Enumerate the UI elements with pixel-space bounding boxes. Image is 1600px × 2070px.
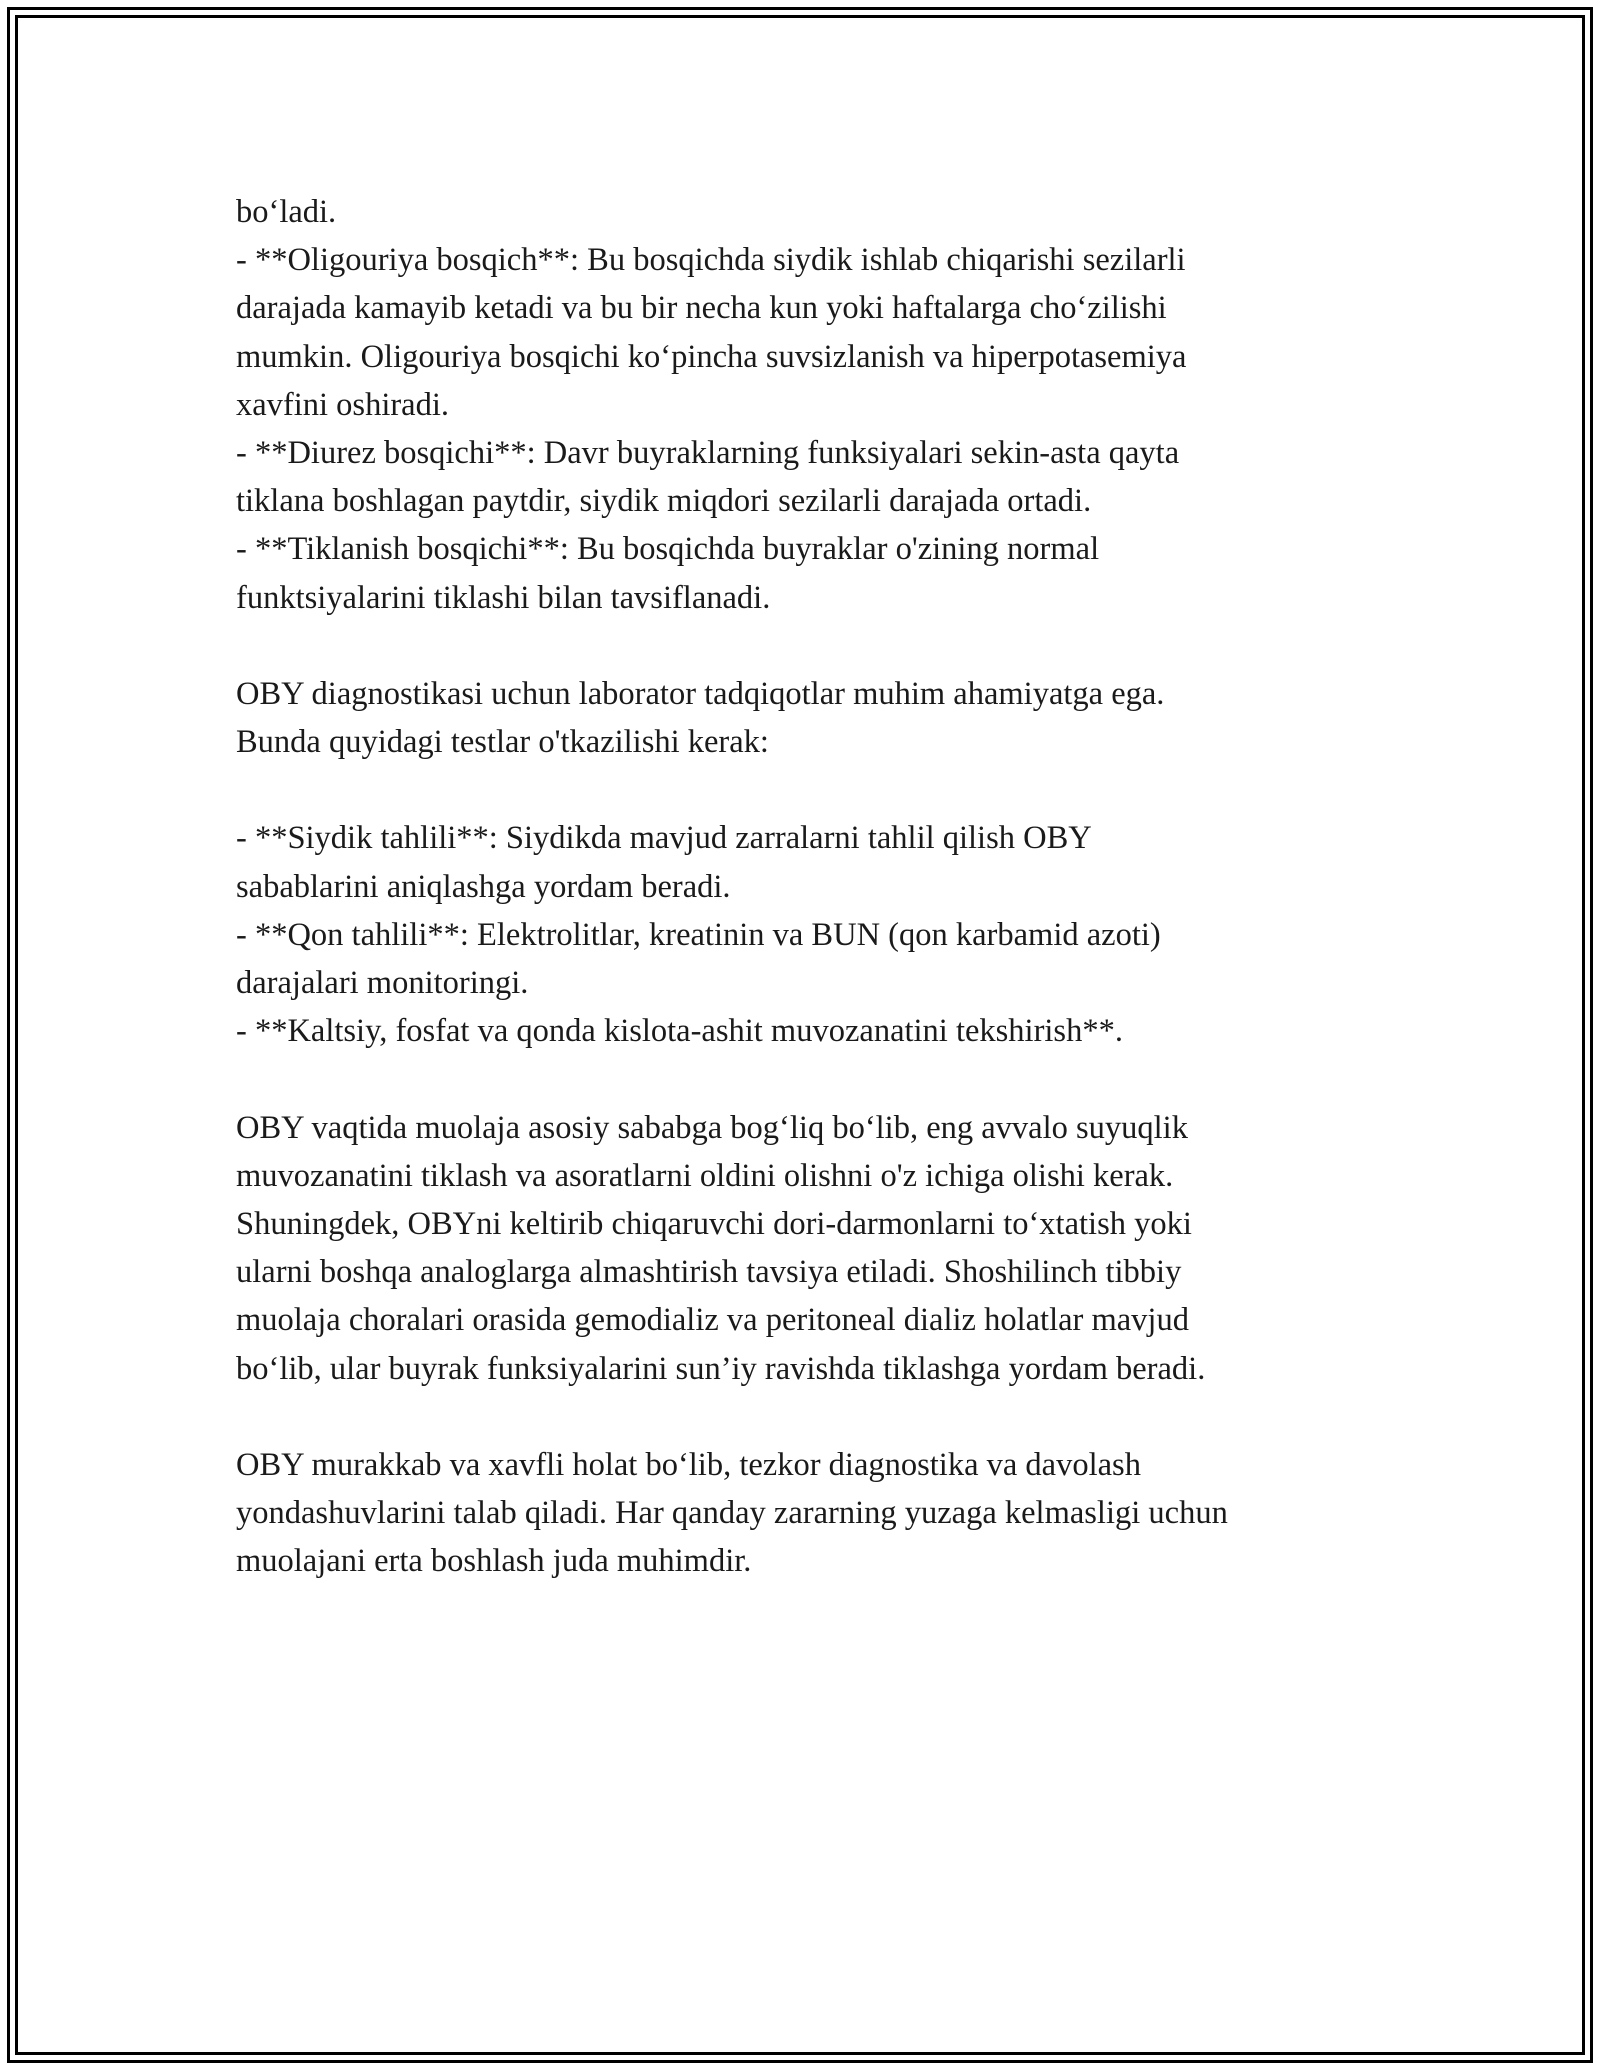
- text-line: - **Qon tahlili**: Elektrolitlar, kreatinin va BUN (qon karbamid azoti): [236, 916, 1161, 953]
- text-line: darajada kamayib ketadi va bu bir necha kun yoki haftalarga cho‘zilishi: [236, 290, 1167, 327]
- text-line: darajalari monitoringi.: [236, 965, 529, 1001]
- paragraph-gap: [236, 1393, 1386, 1441]
- text-line: OBY vaqtida muolaja asosiy sababga bog‘liq bo‘lib, eng avvalo suyuqlik: [236, 1109, 1188, 1146]
- text-line: - **Diurez bosqichi**: Davr buyraklarning funksiyalari sekin-asta qayta: [236, 434, 1180, 471]
- paragraph-gap: [236, 766, 1386, 814]
- text-line: bo‘lib, ular buyrak funksiyalarini sun’iy ravishda tiklashga yordam beradi.: [236, 1350, 1206, 1387]
- text-line: xavfini oshiradi.: [236, 386, 450, 423]
- text-line: Shuningdek, OBYni keltirib chiqaruvchi dori-darmonlarni to‘xtatish yoki: [236, 1205, 1192, 1242]
- text-line: yondashuvlarini talab qiladi. Har qanday zararning yuzaga kelmasligi uchun: [236, 1495, 1228, 1532]
- paragraph-gap: [236, 1055, 1386, 1103]
- text-line: - **Oligouriya bosqich**: Bu bosqichda siydik ishlab chiqarishi sezilarli: [236, 242, 1186, 279]
- text-line: muolaja choralari orasida gemodializ va peritoneal dializ holatlar mavjud: [236, 1302, 1189, 1339]
- text-line: funktsiyalarini tiklashi bilan tavsiflanadi.: [236, 579, 771, 616]
- text-line: muvozanatini tiklash va asoratlarni oldini olishni o'z ichiga olishi kerak.: [236, 1157, 1174, 1194]
- document-body: [236, 188, 1386, 1585]
- text-line: bo‘ladi.: [236, 194, 337, 230]
- text-line: - **Kaltsiy, fosfat va qonda kislota-ashit muvozanatini tekshirish**.: [236, 1013, 1123, 1050]
- text-line: mumkin. Oligouriya bosqichi ko‘pincha suvsizlanish va hiperpotasemiya: [236, 338, 1187, 375]
- paragraph-gap: [236, 622, 1386, 670]
- text-line: muolajani erta boshlash juda muhimdir.: [236, 1543, 752, 1580]
- text-line: OBY diagnostikasi uchun laborator tadqiqotlar muhim ahamiyatga ega.: [236, 675, 1165, 712]
- text-line: tiklana boshlagan paytdir, siydik miqdori sezilarli darajada ortadi.: [236, 483, 1092, 520]
- text-line: - **Siydik tahlili**: Siydikda mavjud zarralarni tahlil qilish OBY: [236, 820, 1092, 857]
- text-line: OBY murakkab va xavfli holat bo‘lib, tezkor diagnostika va davolash: [236, 1446, 1141, 1483]
- text-line: sabablarini aniqlashga yordam beradi.: [236, 868, 731, 905]
- text-line: ularni boshqa analoglarga almashtirish tavsiya etiladi. Shoshilinch tibbiy: [236, 1254, 1182, 1291]
- text-line: Bunda quyidagi testlar o'tkazilishi kerak:: [236, 724, 769, 761]
- text-line: - **Tiklanish bosqichi**: Bu bosqichda buyraklar o'zining normal: [236, 531, 1100, 568]
